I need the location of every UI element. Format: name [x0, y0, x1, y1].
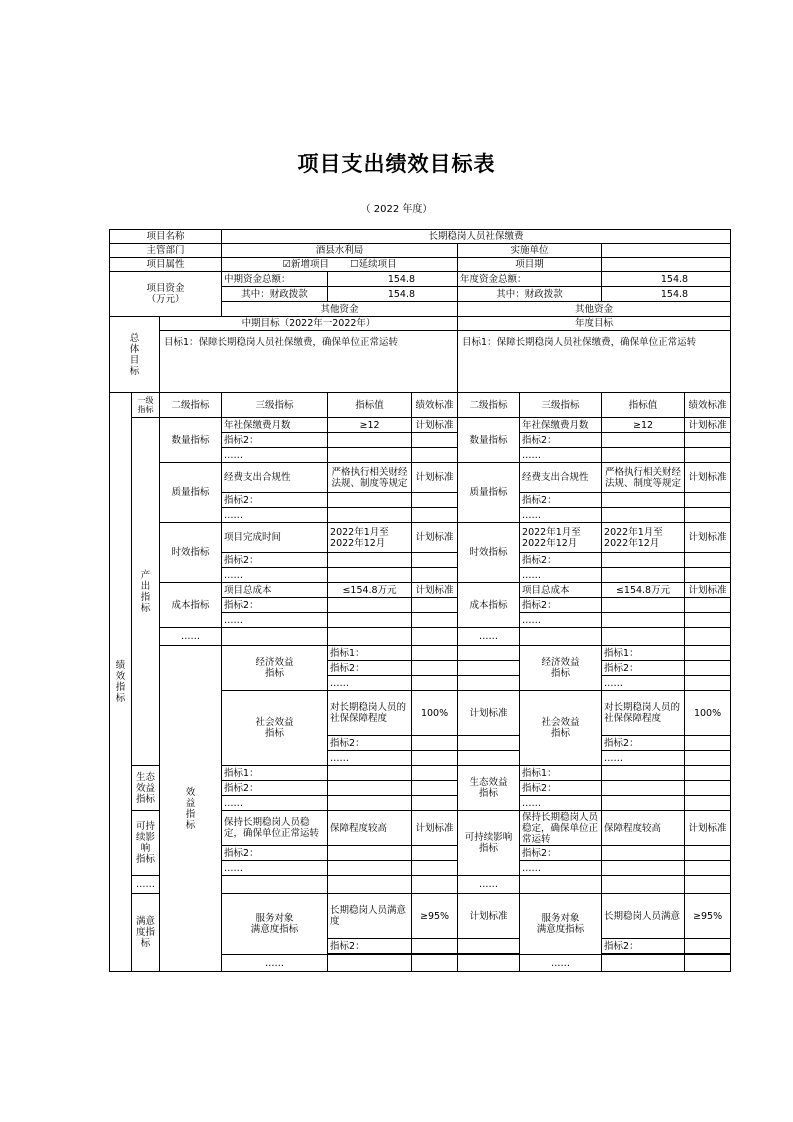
m-quantity-name: 年社保缴费月数	[222, 418, 328, 433]
g-econ-yr: 经济效益 指标	[520, 646, 602, 691]
table-row	[110, 418, 731, 433]
y-ellipsis: ……	[520, 568, 602, 583]
y-ellipsis: ……	[520, 861, 602, 876]
m-ellipsis: ……	[328, 676, 412, 691]
g-benefit-ellipsis-yr: ……	[458, 876, 520, 894]
y-ind2: 指标2：	[520, 598, 602, 613]
m-ellipsis: ……	[222, 613, 328, 628]
mid-total-value: 154.8	[328, 272, 458, 287]
m-service-name: 长期稳岗人员满意度	[328, 894, 412, 939]
m-social-val: 100%	[412, 691, 458, 736]
attr-new-checkbox: ☑新增项目	[282, 259, 329, 270]
col-l1: 一级 指标	[132, 393, 160, 418]
y-service-name: 长期稳岗人员满意	[602, 894, 685, 939]
m-cost-name: 项目总成本	[222, 583, 328, 598]
g-quantity: 数量指标	[160, 418, 222, 463]
m-ind2: 指标2：	[328, 939, 412, 954]
m-cost-std: 计划标准	[412, 583, 458, 598]
g-econ: 经济效益 指标	[222, 646, 328, 691]
g-quantity-yr: 数量指标	[458, 418, 520, 463]
y-time-val: 2022年1月至2022年12月	[602, 523, 685, 553]
m-quantity-val: ≥12	[328, 418, 412, 433]
year-label: （ 2022 年度）	[360, 204, 433, 215]
y-ind2: 指标2：	[520, 553, 602, 568]
table-row	[110, 272, 731, 287]
g-time-yr: 时效指标	[458, 523, 520, 583]
y-ind2: 指标2：	[602, 736, 685, 751]
y-ind2: 指标2：	[602, 661, 685, 676]
g-cost: 成本指标	[160, 583, 222, 628]
yr-fin-label: 其中：财政拨款	[458, 287, 602, 302]
y-ellipsis: ……	[520, 796, 602, 811]
mid-goal-header: 中期目标（2022年一2022年）	[160, 317, 458, 331]
mid-total-label: 中期资金总额：	[222, 272, 328, 287]
y-ellipsis: ……	[602, 751, 685, 766]
impl-value	[602, 244, 731, 258]
m-social-std: 计划标准	[458, 691, 520, 736]
attr-cont-checkbox: ☐延续项目	[350, 259, 397, 270]
g-eco: 生态效益 指标	[132, 766, 160, 811]
m-time-name: 项目完成时间	[222, 523, 328, 553]
y-ind2: 指标2：	[602, 939, 685, 954]
y-quality-val: 严格执行相关财经法规、制度等规定	[602, 463, 685, 493]
mid-goal-text: 目标1：保障长期稳岗人员社保缴费，确保单位正常运转	[160, 331, 458, 393]
g-eco-yr: 生态效益 指标	[458, 766, 520, 811]
m-ind1: 指标1：	[222, 766, 328, 781]
table-row	[110, 244, 731, 258]
y-sustain-std: 计划标准	[685, 811, 731, 846]
yr-goal-text: 目标1：保障长期稳岗人员社保缴费，确保单位正常运转	[458, 331, 731, 393]
yr-fin-value: 154.8	[602, 287, 731, 302]
g-output-ellipsis: ……	[160, 628, 222, 646]
period-value	[602, 258, 731, 272]
m-ind2: 指标2：	[222, 433, 328, 448]
m-ellipsis: ……	[222, 508, 328, 523]
m-time-std: 计划标准	[412, 523, 458, 553]
y-cost-std: 计划标准	[685, 583, 731, 598]
col-l2-yr: 二级指标	[458, 393, 520, 418]
y-quantity-val: ≥12	[602, 418, 685, 433]
y-service-val: ≥95%	[685, 894, 731, 939]
m-quality-name: 经费支出合规性	[222, 463, 328, 493]
g-social: 社会效益 指标	[222, 691, 328, 766]
y-time-std: 计划标准	[685, 523, 731, 553]
col-std: 绩效标准	[412, 393, 458, 418]
g-quality-yr: 质量指标	[458, 463, 520, 523]
mid-other-label: 其他资金	[222, 302, 458, 317]
col-val: 指标值	[328, 393, 412, 418]
project-name-value: 长期稳岗人员社保缴费	[222, 230, 731, 244]
table-row	[110, 463, 731, 493]
mid-fin-label: 其中：财政拨款	[222, 287, 328, 302]
mid-fin-value: 154.8	[328, 287, 458, 302]
cat-benefit: 效 益 指 标	[160, 646, 222, 972]
y-time-name: 2022年1月至2022年12月	[520, 523, 602, 553]
g-satisfaction-ellipsis: ……	[222, 955, 328, 972]
m-ellipsis: ……	[222, 448, 328, 463]
m-ind1: 指标1：	[328, 646, 412, 661]
attr-label: 项目属性	[110, 258, 222, 272]
y-ind2: 指标2：	[520, 433, 602, 448]
g-output-ellipsis-yr: ……	[458, 628, 520, 646]
goals-label: 总 体 目 标	[110, 317, 160, 393]
g-cost-yr: 成本指标	[458, 583, 520, 628]
g-service-yr: 服务对象 满意度指标	[520, 894, 602, 955]
dept-value: 酒县水利局	[222, 244, 458, 258]
table-row	[110, 628, 731, 646]
y-ellipsis: ……	[520, 613, 602, 628]
y-ellipsis: ……	[520, 508, 602, 523]
m-ellipsis: ……	[328, 751, 412, 766]
m-ind2: 指标2：	[328, 661, 412, 676]
col-l3: 三级指标	[222, 393, 328, 418]
m-ind2: 指标2：	[222, 846, 328, 861]
m-quantity-std: 计划标准	[412, 418, 458, 433]
cat-output: 产 出 指 标	[132, 418, 160, 766]
m-social-name: 对长期稳岗人员的社保保障程度	[328, 691, 412, 736]
y-sustain-name: 保持长期稳岗人员稳定，确保单位正常运转	[520, 811, 602, 846]
attr-options	[222, 258, 458, 272]
m-ind2: 指标2：	[222, 553, 328, 568]
y-ind1: 指标1：	[602, 646, 685, 661]
y-ellipsis: ……	[602, 676, 685, 691]
table-row	[110, 258, 731, 272]
m-ind2: 指标2：	[222, 781, 328, 796]
m-ind2: 指标2：	[328, 736, 412, 751]
dept-label: 主管部门	[110, 244, 222, 258]
m-sustain-val: 保障程度较高	[328, 811, 412, 846]
y-sustain-val: 保障程度较高	[602, 811, 685, 846]
y-ind1: 指标1：	[520, 766, 602, 781]
y-ind2: 指标2：	[520, 846, 602, 861]
y-quality-std: 计划标准	[685, 463, 731, 493]
performance-table	[109, 229, 731, 972]
m-ellipsis: ……	[222, 796, 328, 811]
m-sustain-std: 计划标准	[412, 811, 458, 846]
m-sustain-name: 保持长期稳岗人员稳定，确保单位正常运转	[222, 811, 328, 846]
impl-label: 实施单位	[458, 244, 602, 258]
table-row	[110, 646, 731, 661]
yr-goal-header: 年度目标	[458, 317, 731, 331]
page-title: 项目支出绩效目标表	[297, 151, 496, 176]
col-l2: 二级指标	[160, 393, 222, 418]
y-ind2: 指标2：	[520, 493, 602, 508]
m-ind2: 指标2：	[222, 493, 328, 508]
table-row	[110, 230, 731, 244]
m-service-std: 计划标准	[458, 894, 520, 939]
g-sustain-yr: 可持续影响 指标	[458, 811, 520, 876]
y-ind2: 指标2：	[520, 781, 602, 796]
y-cost-name: 项目总成本	[520, 583, 602, 598]
g-service: 服务对象 满意度指标	[222, 894, 328, 955]
y-cost-val: ≤154.8万元	[602, 583, 685, 598]
m-time-val: 2022年1月至2022年12月	[328, 523, 412, 553]
g-time: 时效指标	[160, 523, 222, 583]
y-social-val: 100%	[685, 691, 731, 736]
col-val-yr: 指标值	[602, 393, 685, 418]
m-ind2: 指标2：	[222, 598, 328, 613]
y-social-name: 对长期稳岗人员的社保保障程度	[602, 691, 685, 736]
cat-satisfaction: 满意 度指 标	[132, 894, 160, 972]
indicators-label: 绩 效 指 标	[110, 393, 132, 972]
y-ellipsis: ……	[520, 448, 602, 463]
g-quality: 质量指标	[160, 463, 222, 523]
project-name-label: 项目名称	[110, 230, 222, 244]
y-quantity-name: 年社保缴费月数	[520, 418, 602, 433]
col-std-yr: 绩效标准	[685, 393, 731, 418]
y-quantity-std: 计划标准	[685, 418, 731, 433]
period-label: 项目期	[458, 258, 602, 272]
g-sustain: 可持续影响 指标	[132, 811, 160, 876]
fund-label: 项目资金 （万元）	[110, 272, 222, 317]
m-quality-val: 严格执行相关财经法规、制度等规定	[328, 463, 412, 493]
y-quality-name: 经费支出合规性	[520, 463, 602, 493]
m-ellipsis: ……	[222, 568, 328, 583]
table-row	[110, 583, 731, 598]
m-service-val: ≥95%	[412, 894, 458, 939]
yr-other-label: 其他资金	[458, 302, 731, 317]
g-benefit-ellipsis: ……	[132, 876, 160, 894]
g-satisfaction-ellipsis-yr: ……	[520, 955, 602, 972]
table-row	[110, 523, 731, 553]
table-row	[110, 393, 731, 418]
m-ellipsis: ……	[222, 861, 328, 876]
yr-total-value: 154.8	[602, 272, 731, 287]
table-row	[110, 331, 731, 393]
yr-total-label: 年度资金总额：	[458, 272, 602, 287]
g-social-yr: 社会效益 指标	[520, 691, 602, 766]
table-row	[110, 317, 731, 331]
col-l3-yr: 三级指标	[520, 393, 602, 418]
m-quality-std: 计划标准	[412, 463, 458, 493]
m-cost-val: ≤154.8万元	[328, 583, 412, 598]
